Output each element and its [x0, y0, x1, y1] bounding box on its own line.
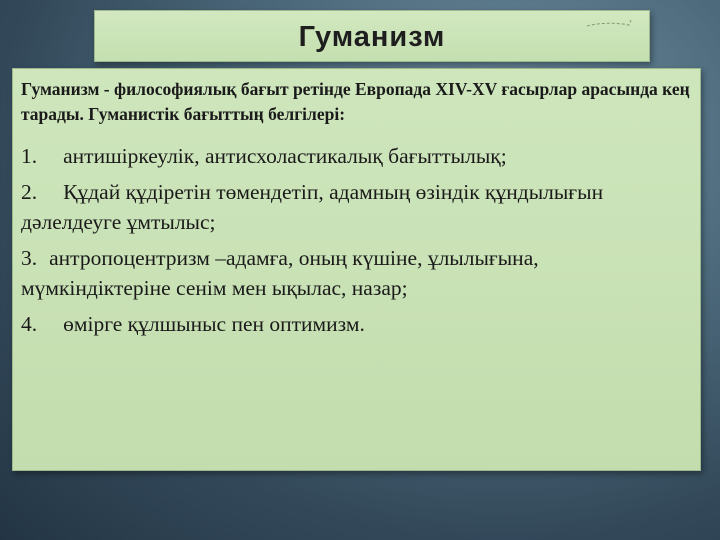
item-text: антропоцентризм –адамға, оның күшіне, ұлылығына, мүмкіндіктеріне сенім мен ықылас, назар;	[21, 246, 539, 300]
item-text: өмірге құлшыныс пен оптимизм.	[63, 312, 365, 336]
item-text: Құдай құдіретін төмендетіп, адамның өзіндік құндылығын дәлелдеуге ұмтылыс;	[21, 180, 604, 234]
list-item	[21, 309, 690, 339]
item-number: 3.	[21, 246, 38, 270]
content-panel	[12, 68, 701, 471]
list-item	[21, 177, 690, 237]
intro-paragraph: Гуманизм - философиялық бағыт ретінде Европада XIV-XV ғасырлар арасында кең тарады. Гуманистік бағыттың белгілері:	[21, 79, 690, 124]
item-text: антишіркеулік, антисхоластикалық бағыттылық;	[63, 144, 507, 168]
feature-list	[21, 141, 690, 339]
item-number: 2.	[21, 180, 38, 204]
list-item	[21, 243, 690, 303]
slide-title: Гуманизм	[298, 21, 446, 53]
title-panel	[94, 10, 650, 62]
item-number: 4.	[21, 312, 38, 336]
list-item	[21, 141, 690, 171]
item-number: 1.	[21, 144, 38, 168]
